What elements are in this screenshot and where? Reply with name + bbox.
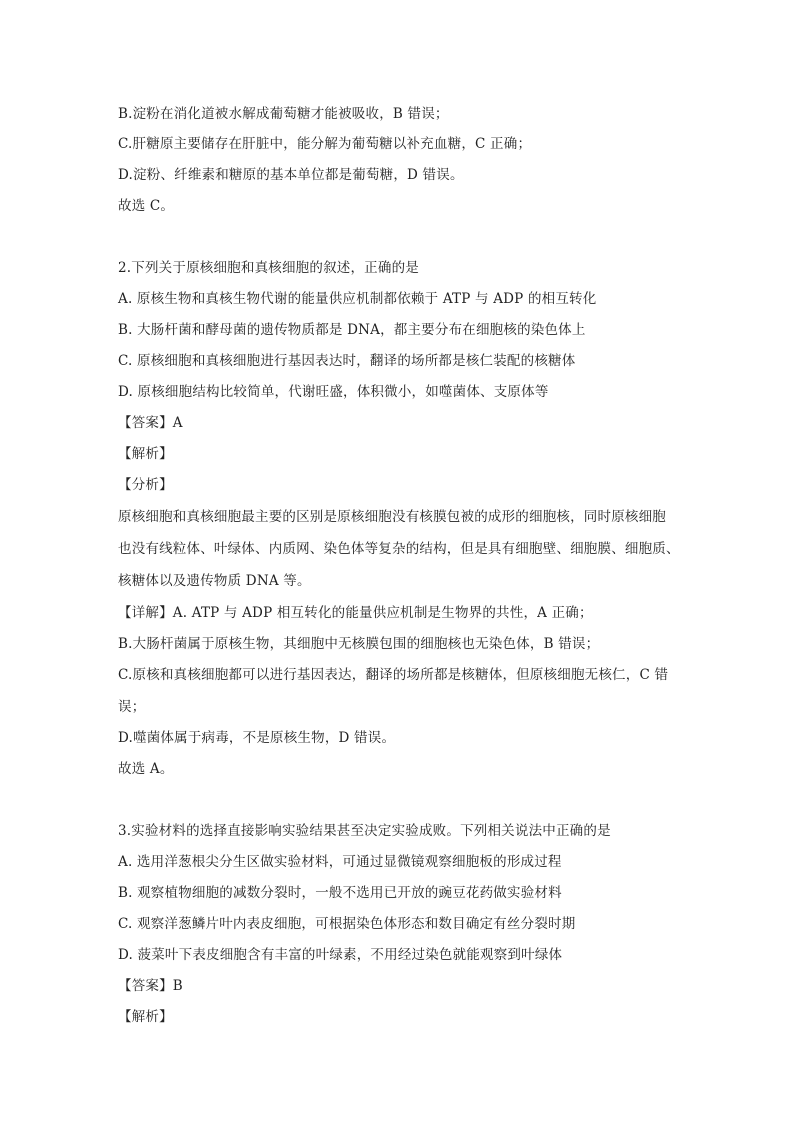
- analysis-text-line: 核糖体以及遗传物质 DNA 等。: [118, 573, 311, 589]
- question-3-option-d: D. 菠菜叶下表皮细胞含有丰富的叶绿素，不用经过染色就能观察到叶绿体: [118, 947, 563, 963]
- analysis-text-line: 也没有线粒体、叶绿体、内质网、染色体等复杂的结构，但是具有细胞壁、细胞膜、细胞质、: [118, 541, 680, 557]
- analysis-label: 【解析】: [118, 446, 173, 462]
- question-3-option-c: C. 观察洋葱鳞片叶内表皮细胞，可根据染色体形态和数目确定有丝分裂时期: [118, 916, 576, 932]
- question-2-option-b: B. 大肠杆菌和酵母菌的遗传物质都是 DNA，都主要分布在细胞核的染色体上: [118, 322, 586, 338]
- analysis-sub-label: 【分析】: [118, 477, 173, 493]
- question-3-option-b: B. 观察植物细胞的减数分裂时，一般不选用已开放的豌豆花药做实验材料: [118, 885, 562, 901]
- explanation-line: D.淀粉、纤维素和糖原的基本单位都是葡萄糖，D 错误。: [118, 167, 464, 183]
- conclusion-line: 故选 C。: [118, 198, 175, 214]
- explanation-line: B.淀粉在消化道被水解成葡萄糖才能被吸收，B 错误；: [118, 106, 449, 122]
- question-2-option-a: A. 原核生物和真核生物代谢的能量供应机制都依赖于 ATP 与 ADP 的相互转化: [118, 291, 597, 307]
- question-2-option-c: C. 原核细胞和真核细胞进行基因表达时，翻译的场所都是核仁装配的核糖体: [118, 353, 576, 369]
- answer-label: 【答案】A: [118, 415, 183, 431]
- conclusion-line: 故选 A。: [118, 761, 174, 777]
- detail-line: D.噬菌体属于病毒，不是原核生物，D 错误。: [118, 730, 396, 746]
- detail-line: B.大肠杆菌属于原核生物，其细胞中无核膜包围的细胞核也无染色体，B 错误；: [118, 636, 600, 652]
- detail-line: 误；: [118, 699, 146, 715]
- detail-line: C.原核和真核细胞都可以进行基因表达，翻译的场所都是核糖体，但原核细胞无核仁，C 错: [118, 667, 669, 683]
- question-2-stem: 2.下列关于原核细胞和真核细胞的叙述，正确的是: [118, 260, 419, 276]
- detail-line: 【详解】A. ATP 与 ADP 相互转化的能量供应机制是生物界的共性，A 正确；: [118, 605, 593, 621]
- answer-label: 【答案】B: [118, 978, 183, 994]
- question-3-stem: 3.实验材料的选择直接影响实验结果甚至决定实验成败。下列相关说法中正确的是: [118, 823, 611, 839]
- analysis-text-line: 原核细胞和真核细胞最主要的区别是原核细胞没有核膜包被的成形的细胞核，同时原核细胞: [118, 509, 666, 525]
- question-2-option-d: D. 原核细胞结构比较简单，代谢旺盛，体积微小，如噬菌体、支原体等: [118, 384, 549, 400]
- question-3-option-a: A. 选用洋葱根尖分生区做实验材料，可通过显微镜观察细胞板的形成过程: [118, 854, 562, 870]
- explanation-line: C.肝糖原主要储存在肝脏中，能分解为葡萄糖以补充血糖，C 正确；: [118, 136, 532, 152]
- analysis-label: 【解析】: [118, 1009, 173, 1025]
